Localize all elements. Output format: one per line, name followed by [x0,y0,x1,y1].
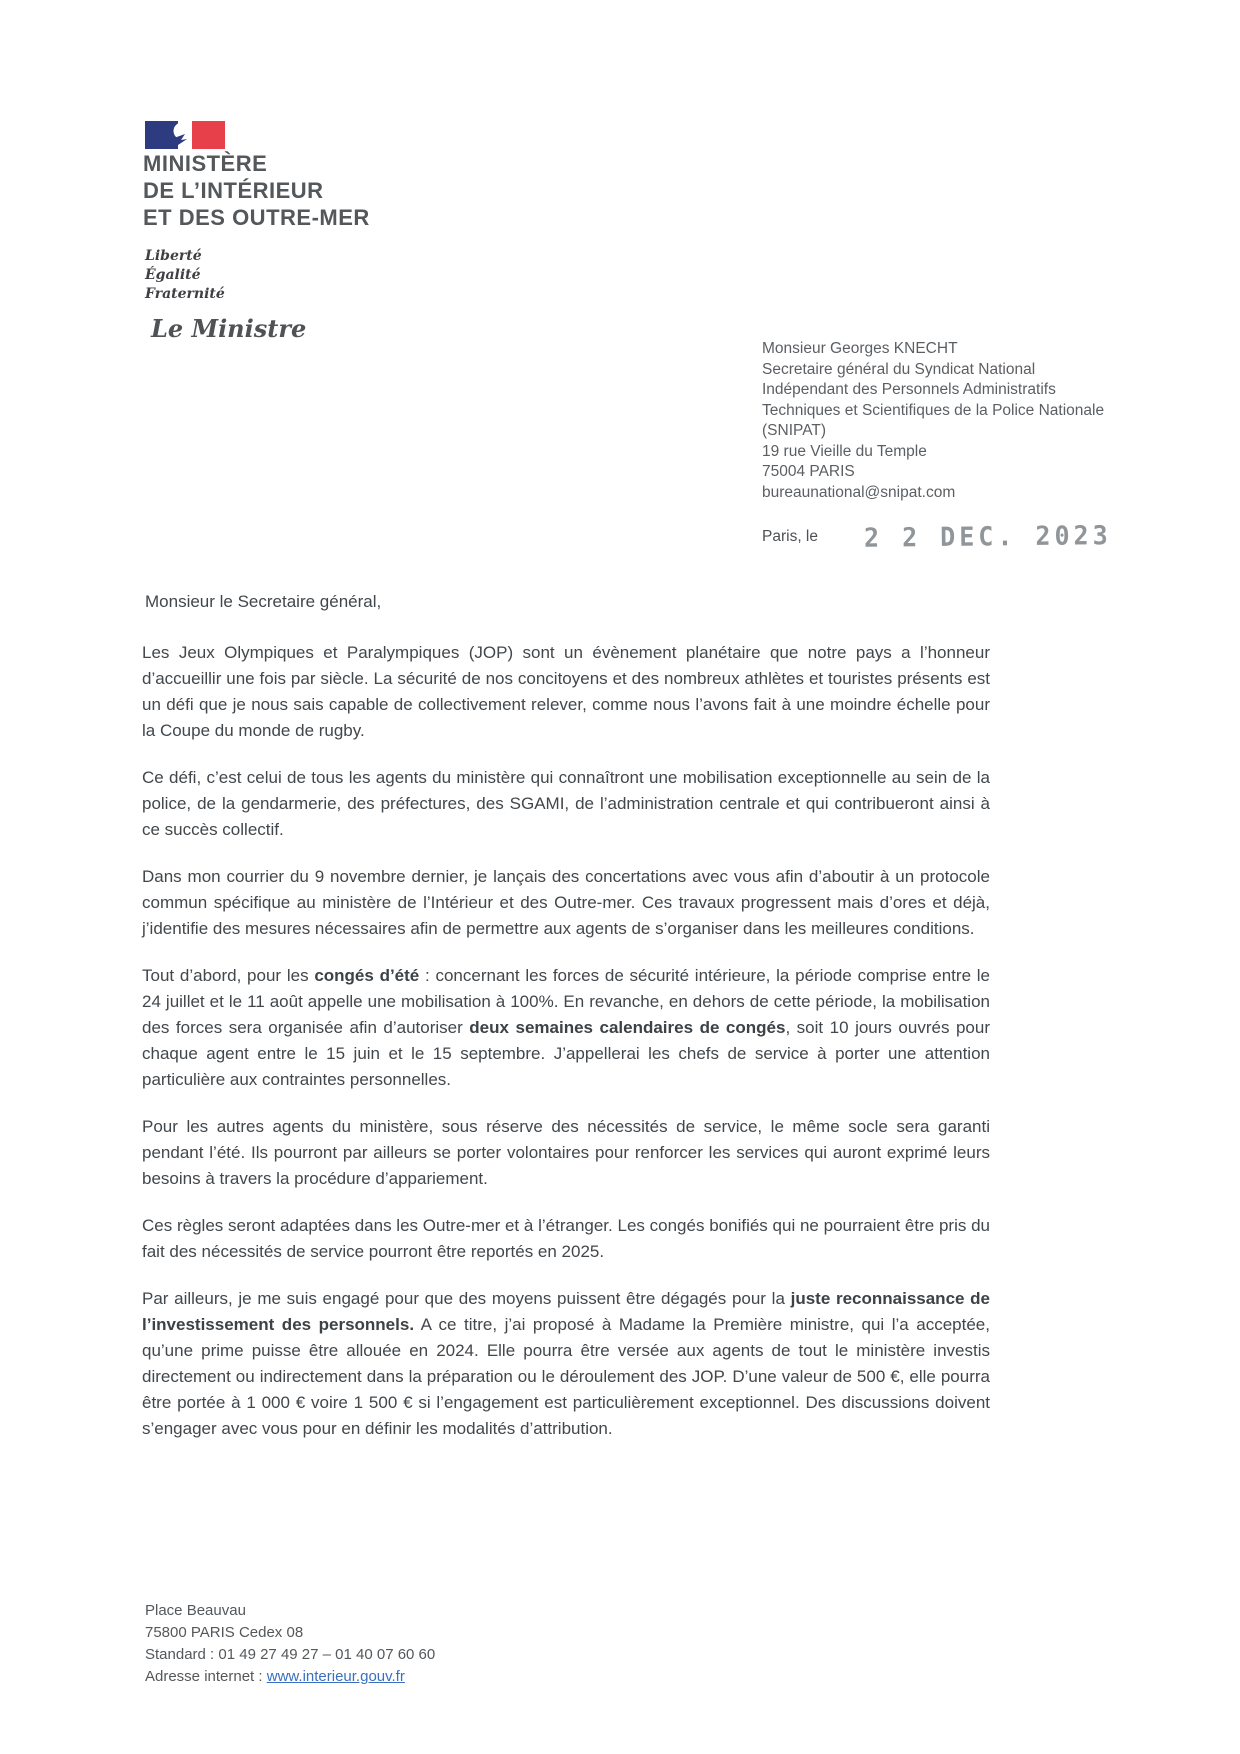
paragraph-autres-agents [142,1114,990,1192]
footer-website-line [145,1666,435,1688]
bold-deux-semaines: deux semaines calendaires de congés [469,1018,786,1037]
paragraph-text: Ces règles seront adaptées dans les Outre-mer et à l’étranger. Les congés bonifiés qui ne pourraient être pris du fait des nécessités de service pourront être reportés en 2025. [142,1216,990,1261]
ministry-title-line2: DE L’INTÉRIEUR [143,178,324,203]
recipient-title-line1: Secretaire général du Syndicat National [762,360,1036,378]
motto-liberte: Liberté [145,248,202,264]
recipient-org-acronym: (SNIPAT) [762,422,827,439]
ministry-title-line3: ET DES OUTRE-MER [143,205,370,230]
recipient-city: 75004 PARIS [762,463,855,480]
paragraph-jop-intro [142,640,990,744]
recipient-title-line3: Techniques et Scientifiques de la Police Nationale [762,401,1105,419]
paragraph-text: Ce défi, c’est celui de tous les agents du ministère qui connaîtront une mobilisation exceptionnelle au sein de la police, de la gendarmerie, des préfectures, des SGAMI, de l’administration centrale et qui contribueront ainsi à ce succès collectif. [142,768,990,839]
recipient-email: bureaunational@snipat.com [762,483,956,501]
dateline [762,519,1182,554]
paragraph-text: Tout d’abord, pour les [142,966,315,985]
recipient-title-line2: Indépendant des Personnels Administratifs [762,381,1056,398]
paragraph-prime [142,1286,990,1442]
paragraph-outre-mer [142,1213,990,1265]
ministry-title [143,150,370,231]
bold-conges-dete: congés d’été [314,966,420,985]
motto-egalite: Égalité [145,267,201,283]
french-flag-logo-icon [145,118,227,152]
recipient-address-block [762,339,1162,503]
paragraph-text: : concernant les forces de sécurité intérieure, la période comprise entre le 24 juillet et le 11 août appelle une mobilisation à 100%. En revanche, en dehors de cette période, la mobilisation des forces sera organisée afin d’autoriser [142,966,991,1037]
bold-juste-reconnaissance: juste reconnaissance de l’investissement des personnels. [142,1289,990,1334]
letter-body [142,640,990,1463]
sender-title: Le Ministre [151,314,307,343]
footer-website-label: Adresse internet : [145,1668,267,1685]
paragraph-text: Par ailleurs, je me suis engagé pour que des moyens puissent être dégagés pour la [142,1289,791,1308]
ministry-title-line1: MINISTÈRE [143,151,268,176]
paragraph-conges-ete [142,963,990,1093]
republic-motto [145,247,225,304]
letter-footer [145,1600,435,1688]
recipient-name: Monsieur Georges KNECHT [762,340,958,357]
footer-address-line2: 75800 PARIS Cedex 08 [145,1624,304,1641]
paragraph-text: A ce titre, j’ai proposé à Madame la Première ministre, qui l’a acceptée, qu’une prime puisse être allouée en 2024. Elle pourra être versée aux agents de tout le ministère investis directement ou indirectement dans la préparation ou le déroulement des JOP. D’une valeur de 500 €, elle pourra être portée à 1 000 € voire 1 500 € si l’engagement est particulièrement exceptionnel. Des discussions doivent s’engager avec vous pour en définir les modalités d’attribution. [142,1315,990,1438]
paragraph-text: Dans mon courrier du 9 novembre dernier, je lançais des concertations avec vous afin d’aboutir à un protocole commun spécifique au ministère de l’Intérieur et des Outre-mer. Ces travaux progressent mais d’ores et déjà, j’identifie des mesures nécessaires afin de permettre aux agents de s’organiser dans les meilleures conditions. [142,867,990,938]
date-stamp: 2 2 DEC. 2023 [863,519,1112,554]
paragraph-defi-agents [142,765,990,843]
motto-fraternite: Fraternité [145,286,225,302]
paragraph-text: Les Jeux Olympiques et Paralympiques (JOP) sont un évènement planétaire que notre pays a l’honneur d’accueillir une fois par siècle. La sécurité de nos concitoyens et des nombreux athlètes et touristes présents est un défi que je nous sais capable de collectivement relever, comme nous l’avons fait à une moindre échelle pour la Coupe du monde de rugby. [142,643,990,740]
recipient-street: 19 rue Vieille du Temple [762,442,927,460]
paragraph-text: Pour les autres agents du ministère, sous réserve des nécessités de service, le même socle sera garanti pendant l’été. Ils pourront par ailleurs se porter volontaires pour renforcer les services qui auront exprimé leurs besoins à travers la procédure d’appariement. [142,1117,990,1188]
footer-website-link[interactable]: www.interieur.gouv.fr [266,1668,405,1685]
paragraph-concertations [142,864,990,942]
paragraph-text: , soit 10 jours ouvrés pour chaque agent entre le 15 juin et le 15 septembre. J’appellerai les chefs de service à porter une attention particulière aux contraintes personnelles. [142,1018,990,1089]
footer-address-line1: Place Beauvau [145,1602,246,1619]
dateline-place-label: Paris, le [762,528,818,545]
footer-phone-line: Standard : 01 49 27 49 27 – 01 40 07 60 60 [145,1646,436,1663]
salutation: Monsieur le Secretaire général, [145,592,382,611]
